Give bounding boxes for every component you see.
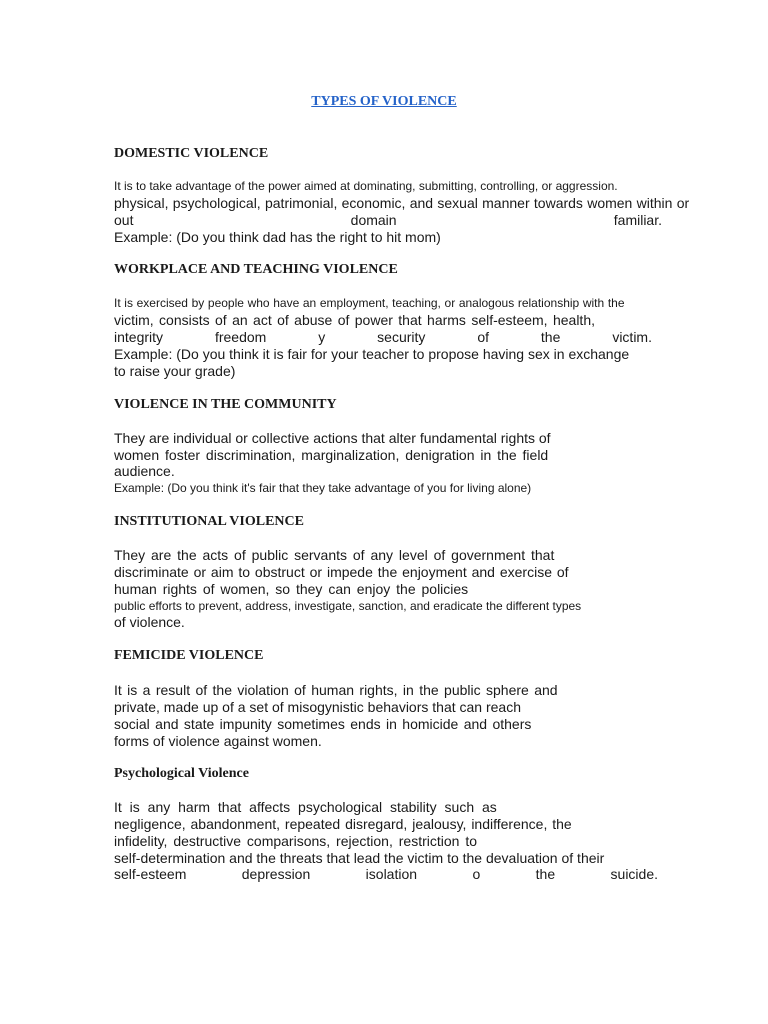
word: the [535, 866, 556, 882]
text-line: self-determination and the threats that lead the victim to the devaluation of their [114, 850, 605, 866]
text-line: It is a result of the violation of human rights, in the public sphere and [114, 682, 558, 698]
section-heading-psychological: Psychological Violence [114, 766, 249, 781]
word: isolation [365, 866, 418, 882]
text-line: It is exercised by people who have an employment, teaching, or analogous relationship with the [114, 296, 625, 310]
word: depression [241, 866, 311, 882]
word: o [472, 866, 481, 882]
section-heading-workplace: WORKPLACE AND TEACHING VIOLENCE [114, 262, 398, 277]
word: of [477, 329, 489, 345]
text-line: Example: (Do you think dad has the right to hit mom) [114, 229, 441, 245]
word: y [318, 329, 326, 345]
text-line: victim, consists of an act of abuse of power that harms self-esteem, health, [114, 312, 595, 328]
word: suicide. [610, 866, 658, 882]
text-line-justified [114, 866, 658, 883]
word: security [377, 329, 426, 345]
text-line: forms of violence against women. [114, 733, 322, 749]
text-line: discriminate or aim to obstruct or impede the enjoyment and exercise of [114, 564, 569, 580]
text-line: Example: (Do you think it is fair for your teacher to propose having sex in exchange [114, 346, 630, 362]
text-line: negligence, abandonment, repeated disregard, jealousy, indifference, the [114, 816, 572, 832]
word: familiar. [613, 212, 662, 228]
section-heading-community: VIOLENCE IN THE COMMUNITY [114, 397, 337, 412]
text-line: to raise your grade) [114, 363, 236, 379]
word: self-esteem [114, 866, 187, 882]
text-line: It is any harm that affects psychological stability such as [114, 799, 497, 815]
text-line: of violence. [114, 614, 185, 630]
text-line: human rights of women, so they can enjoy the policies [114, 581, 469, 597]
text-line: infidelity, destructive comparisons, rejection, restriction to [114, 833, 477, 849]
word: integrity [114, 329, 164, 345]
text-line: women foster discrimination, marginalization, denigration in the field [114, 447, 549, 463]
page-title: TYPES OF VIOLENCE [311, 94, 457, 109]
word: the [540, 329, 561, 345]
word: freedom [214, 329, 267, 345]
section-heading-institutional: INSTITUTIONAL VIOLENCE [114, 514, 304, 529]
text-line: private, made up of a set of misogynistic behaviors that can reach [114, 699, 521, 715]
text-line: public efforts to prevent, address, investigate, sanction, and eradicate the different types [114, 599, 582, 613]
word: domain [350, 212, 397, 228]
text-line: They are individual or collective actions that alter fundamental rights of [114, 430, 551, 446]
text-line-justified [114, 212, 662, 229]
text-line: social and state impunity sometimes ends in homicide and others [114, 716, 532, 732]
text-line: Example: (Do you think it's fair that they take advantage of you for living alone) [114, 481, 532, 495]
word: out [114, 212, 134, 228]
section-heading-femicide: FEMICIDE VIOLENCE [114, 648, 264, 663]
section-heading-domestic: DOMESTIC VIOLENCE [114, 146, 269, 161]
text-line: audience. [114, 463, 175, 479]
text-line: They are the acts of public servants of any level of government that [114, 547, 555, 563]
word: victim. [612, 329, 652, 345]
text-line: physical, psychological, patrimonial, economic, and sexual manner towards women within or [114, 195, 690, 211]
text-line-justified [114, 329, 652, 346]
text-line: It is to take advantage of the power aimed at dominating, submitting, controlling, or aggression. [114, 179, 618, 193]
